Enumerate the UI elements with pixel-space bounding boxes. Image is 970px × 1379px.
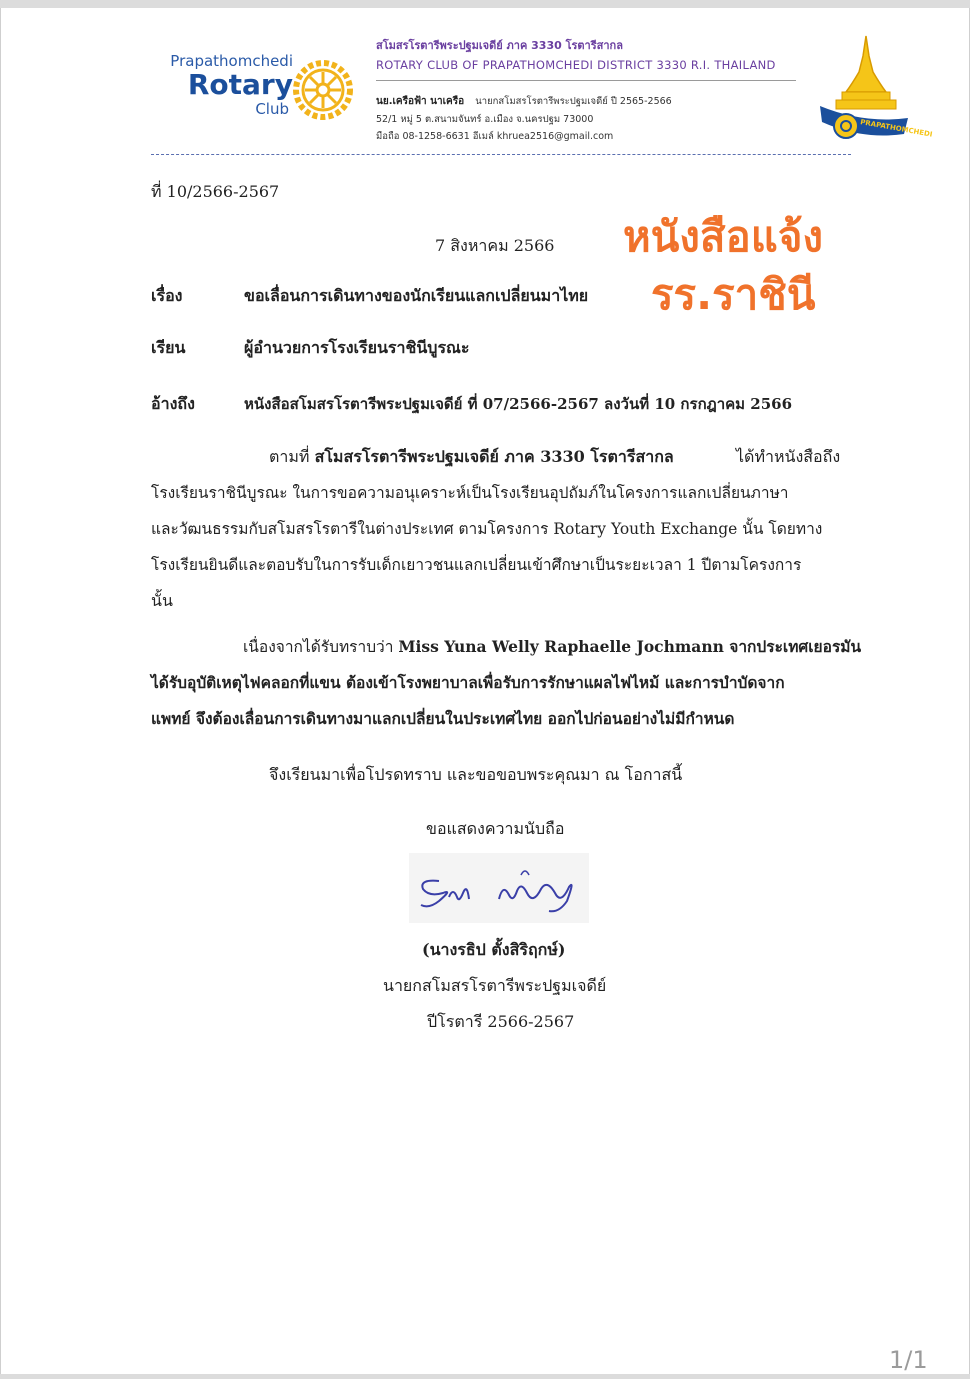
letter-number: ที่ 10/2566-2567	[151, 182, 280, 201]
closing-text: จึงเรียนมาเพื่อโปรดทราบ และขอขอบพระคุณมา ณ โอกาสนี้	[269, 765, 683, 784]
para1-line2: โรงเรียนราชินีบูรณะ ในการขอความอนุเคราะห์เป็นโรงเรียนอุปถัมภ์ในโครงการแลกเปลี่ยนภาษา	[151, 484, 789, 502]
header-dotted-divider	[151, 154, 851, 155]
org-name-th: สโมสรโรตารีพระปฐมเจดีย์ ภาค 3330 โรตารีสากล	[376, 39, 623, 52]
para1-line4: โรงเรียนยินดีและตอบรับในการรับเด็กเยาวชนแลกเปลี่ยนเข้าศึกษาเป็นระยะเวลา 1 ปีตามโครงการ	[151, 556, 802, 574]
logo-line1: Prapathomchedi	[170, 52, 293, 70]
address: 52/1 หมู่ 5 ต.สนามจันทร์ อ.เมือง จ.นครปฐม 73000	[376, 114, 594, 125]
signer-year: ปีโรตารี 2566-2567	[427, 1012, 575, 1031]
to-label: เรียน	[151, 338, 186, 357]
para1-line1-c: ได้ทำหนังสือถึง	[736, 447, 841, 466]
club-logo	[151, 52, 293, 118]
stamp-line2: รร.ราชินี	[651, 270, 816, 319]
para2-line1	[243, 629, 861, 665]
rotary-wheel-icon	[293, 60, 353, 120]
stamp-line1: หนังสือแจ้ง	[623, 212, 823, 261]
org-name-en: ROTARY CLUB OF PRAPATHOMCHEDI DISTRICT 3330 R.I. THAILAND	[376, 58, 776, 72]
ref-text: หนังสือสโมสรโรตารีพระปฐมเจดีย์ ที่ 07/2566-2567 ลงวันที่ 10 กรกฎาคม 2566	[244, 395, 793, 413]
signer-title: นายกสโมสรโรตารีพระปฐมเจดีย์	[383, 976, 607, 995]
para1-line3: และวัฒนธรรมกับสโมสรโรตารีในต่างประเทศ ตามโครงการ Rotary Youth Exchange นั้น โดยทาง	[151, 520, 823, 538]
para2-line3: แพทย์ จึงต้องเลื่อนการเดินทางมาแลกเปลี่ยนในประเทศไทย ออกไปก่อนอย่างไม่มีกำหนด	[151, 709, 735, 728]
para1-line1-b: สโมสรโรตารีพระปฐมเจดีย์ ภาค 3330 โรตารีสากล	[314, 447, 674, 466]
para2-line1-a: เนื่องจากได้รับทราบว่า	[243, 638, 399, 656]
para2-line2: ได้รับอุบัติเหตุไฟคลอกที่แขน ต้องเข้าโรงพยาบาลเพื่อรับการรักษาแผลไฟไหม้ และการบำบัดจาก	[151, 673, 785, 692]
president-role: นายกสโมสรโรตารีพระปฐมเจดีย์ ปี 2565-2566	[475, 96, 672, 107]
document-page	[0, 8, 970, 1374]
contact: มือถือ 08-1258-6631 อีเมล์ khruea2516@gmail.com	[376, 131, 614, 142]
regards-text: ขอแสดงความนับถือ	[426, 819, 565, 838]
chedi-emblem-icon	[816, 34, 933, 146]
para1-line1-a: ตามที่	[269, 447, 315, 466]
to-text: ผู้อำนวยการโรงเรียนราชินีบูรณะ	[244, 338, 470, 357]
para2-line1-b: Miss Yuna Welly Raphaelle Jochmann จากประเทศเยอรมัน	[398, 637, 862, 656]
subject-text: ขอเลื่อนการเดินทางของนักเรียนแลกเปลี่ยนมาไทย	[244, 286, 589, 305]
logo-line2: Rotary	[187, 68, 293, 101]
handwritten-signature	[409, 853, 589, 923]
emblem-ribbon-text: PRAPATHOMCHEDI	[859, 118, 933, 139]
subject-label: เรื่อง	[151, 286, 183, 305]
para1-line5: นั้น	[151, 591, 173, 610]
page-indicator: 1/1	[889, 1346, 928, 1374]
ref-label: อ้างถึง	[151, 394, 195, 413]
logo-line3: Club	[255, 100, 289, 118]
president-name: นย.เครือฟ้า นาเครือ	[376, 96, 465, 107]
para1-line1	[269, 439, 674, 475]
header-rule	[376, 80, 796, 81]
president-line	[376, 94, 672, 109]
signer-name: (นางรธิป ตั้งสิริฤกษ์)	[422, 940, 566, 959]
letter-date: 7 สิงหาคม 2566	[435, 236, 555, 255]
